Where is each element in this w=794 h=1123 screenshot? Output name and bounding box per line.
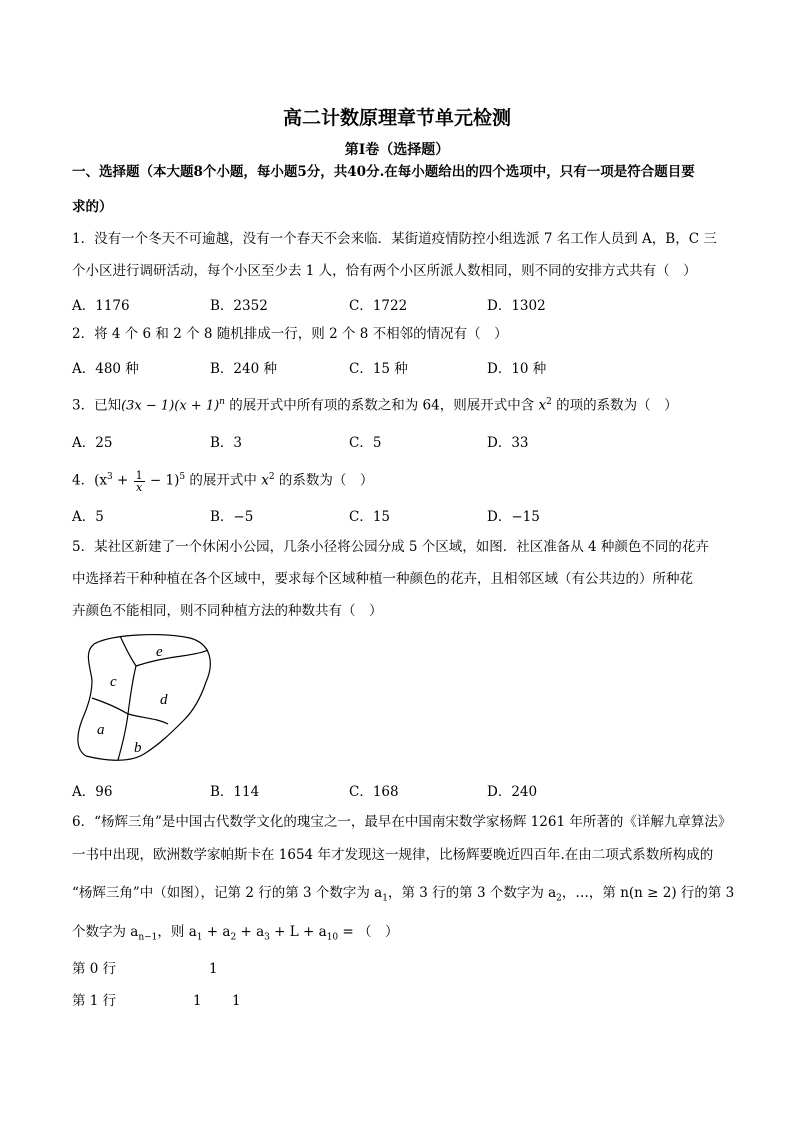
q6-text-line4: 个数字为 $a_{n-1}$，则 $a_1 + a_2 + a_3 + L + a_{10}$ = （ ）: [72, 924, 399, 943]
path-c-e: [120, 636, 136, 666]
q3-option-d: D．33: [487, 435, 529, 451]
q2-option-d: D．10 种: [487, 361, 547, 377]
q4-option-b: B．−5: [210, 509, 254, 525]
q6-text-line3: “杨辉三角”中（如图），记第 2 行的第 3 个数字为 $a_1$，第 3 行的第 3 个数字为 $a_2$，…，第 n(n ≥ 2) 行的第 3: [72, 885, 735, 904]
q5-option-d: D．240: [487, 784, 538, 800]
q5-option-a: A．96: [72, 784, 113, 800]
path-a-b: [118, 714, 128, 760]
q1-text-line2: 个小区进行调研活动，每个小区至少去 1 人，恰有两个小区所派人数相同，则不同的安排方式共有（ ）: [72, 263, 697, 279]
region-label-e: e: [156, 644, 163, 660]
q1-option-a: A．1176: [72, 298, 130, 314]
triangle-row-0-label: 第 0 行: [72, 961, 117, 977]
q3-option-b: B．3: [210, 435, 243, 451]
q5-option-c: C．168: [349, 784, 399, 800]
q1-text-line1: 1．没有一个冬天不可逾越，没有一个春天不会来临．某街道疫情防控小组选派 7 名工作人员到 A，B，C 三: [72, 231, 717, 247]
path-b-d: [128, 714, 168, 724]
section-instruction-line2: 求的）: [72, 199, 113, 215]
q1-option-c: C．1722: [349, 298, 408, 314]
region-label-d: d: [160, 692, 168, 708]
q5-text-line3: 卉颜色不能相同，则不同种植方法的种数共有（ ）: [72, 603, 383, 619]
q2-text: 2．将 4 个 6 和 2 个 8 随机排成一行，则 2 个 8 不相邻的情况有（ ）: [72, 326, 508, 342]
q3-expression: (3x − 1)(x + 1): [121, 398, 220, 414]
path-cd-upper: [136, 650, 208, 666]
q5-text-line1: 5．某社区新建了一个休闲小公园，几条小径将公园分成 5 个区域，如图．社区准备从 4 种颜色不同的花卉: [72, 539, 709, 555]
region-label-b: b: [134, 740, 142, 756]
document-title: 高二计数原理章节单元检测: [282, 107, 511, 129]
q2-option-c: C．15 种: [349, 361, 408, 377]
region-label-a: a: [97, 722, 105, 738]
park-region-diagram: [72, 632, 222, 772]
q4-text: 4．($x^3$ + $\frac{1}{x}$ − 1)$^5$ 的展开式中 $x^2$ 的系数为（ ）: [72, 468, 374, 494]
q4-option-c: C．15: [349, 509, 391, 525]
q1-option-d: D．1302: [487, 298, 546, 314]
triangle-row-1-value-1: 1: [193, 993, 202, 1009]
q6-text-line1: 6．“杨辉三角”是中国古代数学文化的瑰宝之一，最早在中国南宋数学家杨辉 1261 年所著的《详解九章算法》: [72, 814, 732, 830]
q3-text: 3．已知$(3x - 1)(x + 1)^n$ 的展开式中所有项的系数之和为 64，则展开式中含 $x^2$ 的项的系数为（ ）: [72, 397, 678, 414]
triangle-row-1-label: 第 1 行: [72, 993, 117, 1009]
q6-text-line2: 一书中出现，欧洲数学家帕斯卡在 1654 年才发现这一规律，比杨辉要晚近四百年.在由二项式系数所构成的: [72, 847, 714, 863]
region-label-c: c: [110, 674, 117, 690]
path-a-c: [92, 698, 128, 714]
q5-text-line2: 中选择若干种种植在各个区域中，要求每个区域种植一种颜色的花卉，且相邻区域（有公共边的）所种花: [72, 571, 693, 587]
triangle-row-0-value-1: 1: [209, 961, 218, 977]
q5-option-b: B．114: [210, 784, 260, 800]
section-subtitle: 第Ⅰ卷（选择题）: [344, 142, 450, 158]
q2-option-b: B．240 种: [210, 361, 277, 377]
q1-option-b: B．2352: [210, 298, 268, 314]
path-c-d: [128, 666, 136, 714]
q4-option-a: A．5: [72, 509, 104, 525]
q4-fraction: $\frac{1}{x}$: [135, 468, 143, 494]
park-outline: [78, 635, 210, 761]
q3-option-a: A．25: [72, 435, 113, 451]
section-instruction-line1: 一、选择题（本大题8个小题，每小题5分，共40分.在每小题给出的四个选项中，只有一项是符合题目要: [72, 164, 695, 180]
q4-option-d: D．−15: [487, 509, 540, 525]
q2-option-a: A．480 种: [72, 361, 139, 377]
triangle-row-1-value-2: 1: [232, 993, 241, 1009]
q3-option-c: C．5: [349, 435, 382, 451]
